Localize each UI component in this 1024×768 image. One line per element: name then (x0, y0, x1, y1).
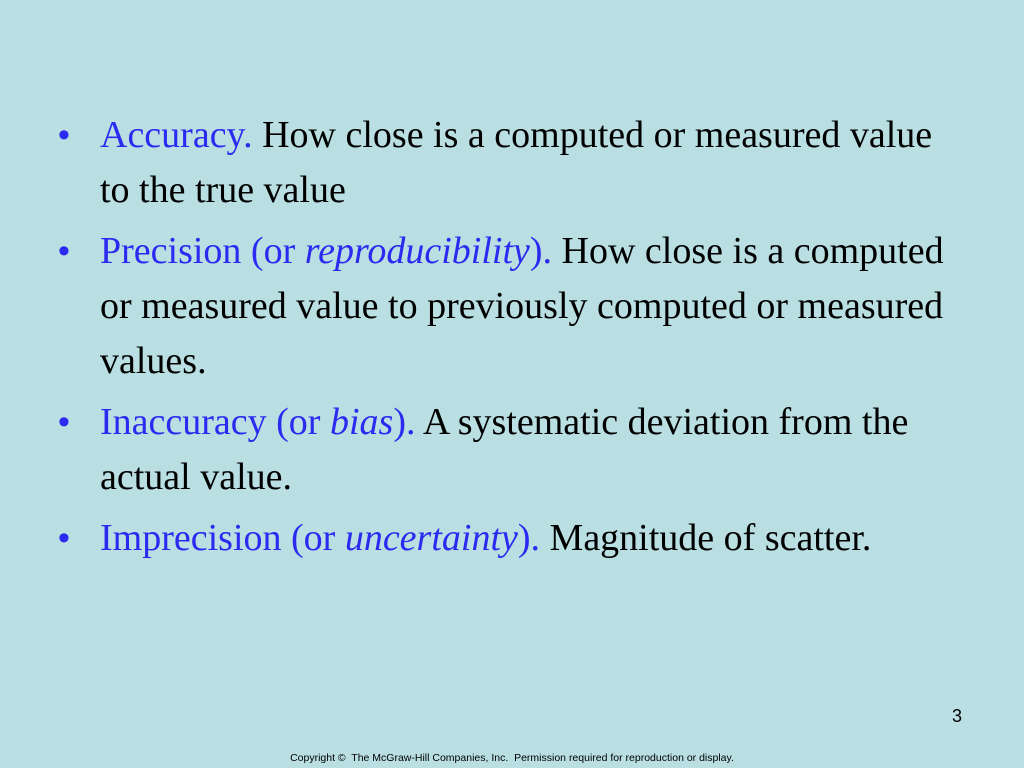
bullet-term-italic: uncertainty (344, 517, 518, 559)
bullet-definition: Magnitude of scatter. (540, 517, 872, 559)
bullet-term: Inaccuracy (or (100, 401, 330, 443)
bullet-item-precision (58, 224, 958, 389)
bullet-item-inaccuracy (58, 395, 958, 505)
page-number: 3 (951, 706, 962, 726)
bullet-term-italic: bias (329, 401, 394, 443)
bullet-term: Precision (or (100, 230, 305, 272)
bullet-term-italic: reproducibility (304, 230, 530, 272)
bullet-term: Accuracy. (100, 114, 253, 156)
bullet-term-end: ). (529, 230, 553, 272)
copyright-footer: Copyright © The McGraw-Hill Companies, Inc. Permission required for reproduction or display. (290, 752, 734, 764)
bullet-list (58, 108, 958, 572)
bullet-term-end: ). (517, 517, 541, 559)
bullet-icon: • (58, 116, 70, 154)
bullet-item-accuracy (58, 108, 958, 218)
bullet-icon: • (58, 403, 70, 441)
bullet-item-imprecision (58, 511, 958, 566)
bullet-icon: • (58, 519, 70, 557)
bullet-term-end: ). (393, 401, 416, 443)
bullet-definition: How close is a computed or measured value to previously computed or measured values. (100, 230, 944, 382)
bullet-term: Imprecision (or (100, 517, 345, 559)
bullet-definition: A systematic deviation from the actual value. (100, 401, 909, 498)
bullet-definition: How close is a computed or measured value to the true value (100, 114, 933, 211)
bullet-icon: • (58, 232, 70, 270)
